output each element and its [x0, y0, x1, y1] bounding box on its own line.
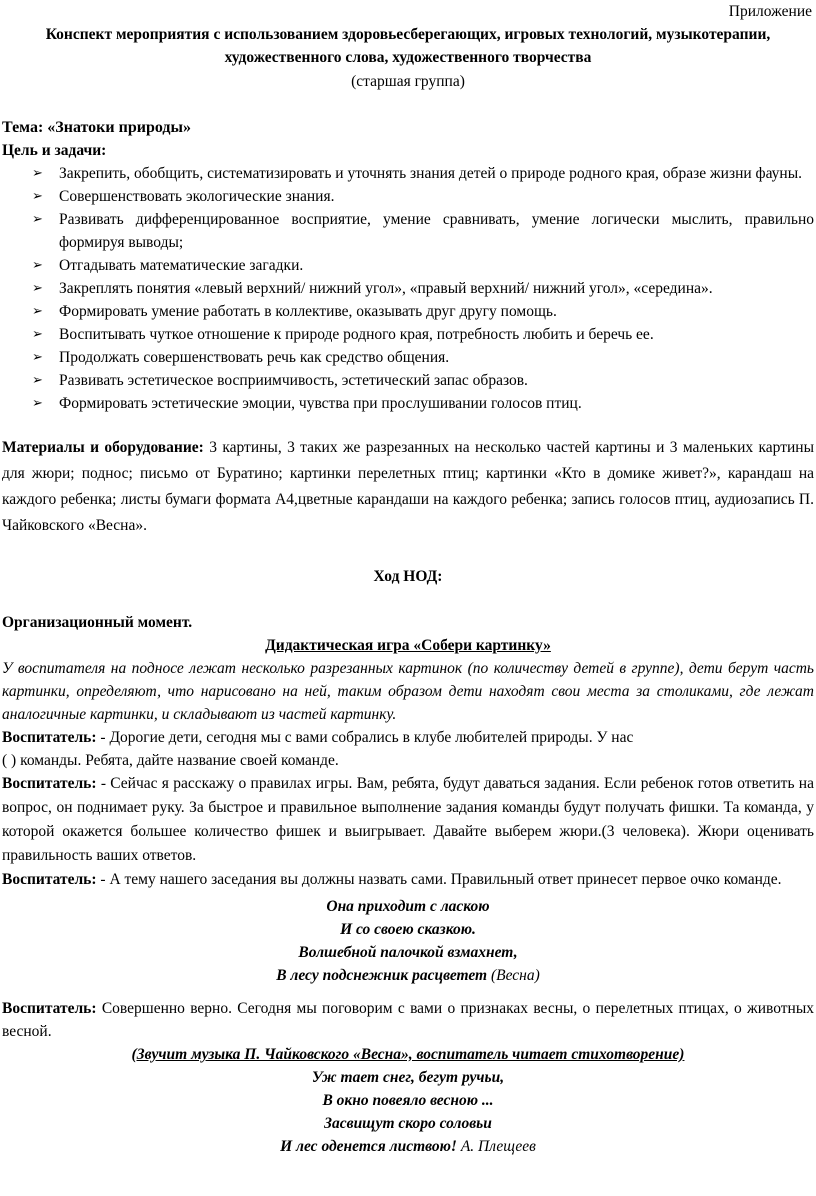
closing-dialogue: Воспитатель: Совершенно верно. Сегодня мы поговорим с вами о признаках весны, о перелетных птицах, о животных весной. [2, 1000, 814, 1040]
arrowhead-bullet-icon: ➢ [32, 373, 43, 388]
topic-heading: Тема: «Знатоки природы» [2, 119, 191, 136]
poem-line: В окно повеяло весною ... [322, 1092, 494, 1109]
arrowhead-bullet-icon: ➢ [32, 396, 43, 411]
goal-item: ➢ Закреплять понятия «левый верхний/ нижний угол», «правый верхний/ нижний угол», «середина». [32, 277, 814, 300]
arrowhead-bullet-icon: ➢ [32, 350, 43, 365]
arrowhead-bullet-icon: ➢ [32, 327, 43, 342]
game-description: У воспитателя на подносе лежат несколько разрезанных картинок (по количеству детей в группе), дети берут часть картинки, определяют, что нарисовано на ней, таким образом дети находят свои места за столиками, где лежат аналогичные картинки, и складывают из частей картинку. [2, 660, 814, 723]
progress-heading: Ход НОД: [373, 568, 443, 585]
arrowhead-bullet-icon: ➢ [32, 189, 43, 204]
arrowhead-bullet-icon: ➢ [32, 304, 43, 319]
goals-label: Цель и задачи: [2, 142, 107, 159]
materials-paragraph [2, 435, 814, 539]
goal-item: ➢ Продолжать совершенствовать речь как средство общения. [32, 346, 814, 369]
dialogue-1: Воспитатель: - Дорогие дети, сегодня мы с вами собрались в клубе любителей природы. У нас [2, 729, 634, 746]
goal-item: ➢ Закрепить, обобщить, систематизировать и уточнять знания детей о природе родного края, образе жизни фауны. [32, 162, 814, 185]
group-subtitle: (старшая группа) [351, 73, 465, 90]
dialogue-3: Воспитатель: - А тему нашего заседания вы должны назвать сами. Правильный ответ принесет первое очко команде. [2, 871, 782, 888]
appendix-label: Приложение [728, 3, 812, 20]
poem-line: Уж тает снег, бегут ручьи, [311, 1069, 505, 1086]
materials-label: Материалы и оборудование: [2, 439, 204, 456]
game-title: Дидактическая игра «Собери картинку» [265, 637, 551, 654]
speaker-label: Воспитатель: [2, 775, 97, 792]
document-title: Конспект мероприятия с использованием здоровьесберегающих, игровых технологий, музыкотерапии, художественного слова, художественного творчества [45, 26, 771, 66]
dialogue-1-continued: ( ) команды. Ребята, дайте название своей команде. [2, 752, 339, 769]
goal-item: ➢ Формировать эстетические эмоции, чувства при прослушивании голосов птиц. [32, 392, 814, 415]
riddle-line: Волшебной палочкой взмахнет, [298, 944, 518, 961]
speaker-label: Воспитатель: [2, 871, 97, 888]
goals-list [2, 162, 814, 415]
riddle-line: И со своею сказкою. [340, 921, 476, 938]
riddle [2, 895, 814, 987]
arrowhead-bullet-icon: ➢ [32, 258, 43, 273]
music-note: (Звучит музыка П. Чайковского «Весна», воспитатель читает стихотворение) [131, 1046, 685, 1063]
speaker-label: Воспитатель: [2, 1000, 97, 1017]
goal-item: ➢ Формировать умение работать в коллективе, оказывать друг другу помощь. [32, 300, 814, 323]
materials-text: 3 картины, 3 таких же разрезанных на несколько частей картины и 3 маленьких картины для жюри; поднос; письмо от Буратино; картинки перелетных птиц; картинки «Кто в домике живет?», карандаш на каждого ребенка; листы бумаги формата А4,цветные карандаши на каждого ребенка; запись голосов птиц, аудиозапись П. Чайковского «Весна». [2, 439, 814, 534]
poem [2, 1066, 814, 1158]
arrowhead-bullet-icon: ➢ [32, 281, 43, 296]
goal-item: ➢ Воспитывать чуткое отношение к природе родного края, потребность любить и беречь ее. [32, 323, 814, 346]
poem-author: А. Плещеев [456, 1138, 536, 1155]
riddle-answer: (Весна) [487, 967, 540, 984]
arrowhead-bullet-icon: ➢ [32, 166, 43, 181]
arrowhead-bullet-icon: ➢ [32, 212, 43, 227]
speaker-label: Воспитатель: [2, 729, 97, 746]
riddle-line: Она приходит с ласкою [326, 898, 490, 915]
riddle-line: В лесу подснежник расцветет (Весна) [276, 967, 540, 984]
goal-item: ➢ Развивать эстетическое восприимчивость, эстетический запас образов. [32, 369, 814, 392]
poem-line: И лес оденется листвою! А. Плещеев [280, 1138, 536, 1155]
goal-item: ➢ Отгадывать математические загадки. [32, 254, 814, 277]
poem-line: Засвищут скоро соловьи [324, 1115, 492, 1132]
goal-item: ➢ Развивать дифференцированное восприятие, умение сравнивать, умение логически мыслить, правильно формируя выводы; [32, 208, 814, 254]
org-moment-heading: Организационный момент. [2, 614, 193, 631]
dialogue-2: Воспитатель: - Сейчас я расскажу о правилах игры. Вам, ребята, будут даваться задания. Если ребенок готов ответить на вопрос, он поднимает руку. За быстрое и правильное выполнение задания команды будут получать фишки. Та команда, у которой окажется большее количество фишек и выигрывает. Давайте выберем жюри.(3 человека). Жюри оценивать правильность ваших ответов. [2, 775, 814, 864]
goal-item: ➢ Совершенствовать экологические знания. [32, 185, 814, 208]
